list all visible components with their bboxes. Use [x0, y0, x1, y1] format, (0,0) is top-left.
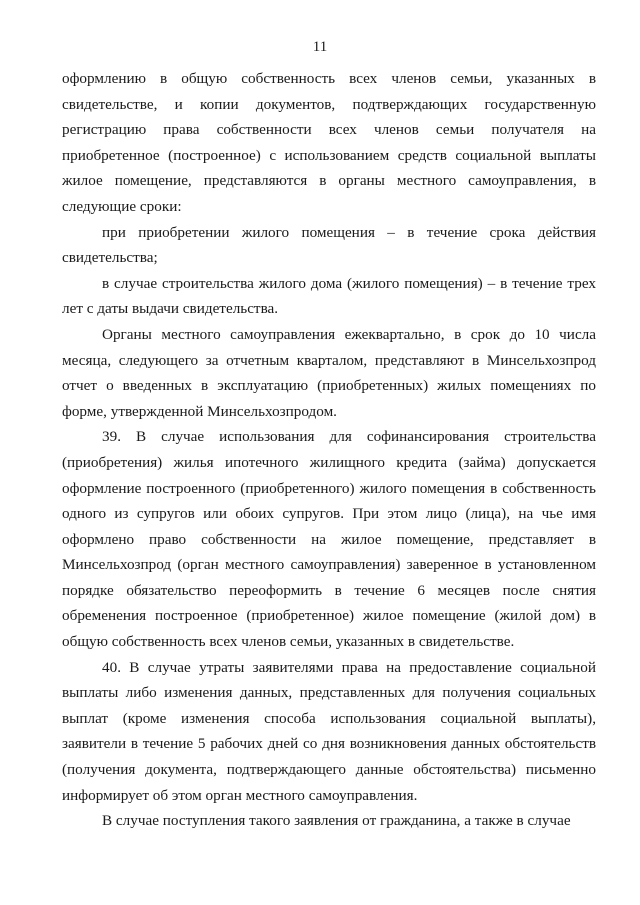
paragraph-purchase-term: при приобретении жилого помещения – в течение срока действия свидетельства;: [62, 223, 596, 267]
paragraph-clause-40: 40. В случае утраты заявителями права на предоставление социальной выплаты либо изменения данных, представленных для получения социальных выплат (кроме изменения способа использования социальной выплаты), заявители в течение 5 рабочих дней со дня возникновения данных обстоятельств (получения документа, подтверждающего данные обстоятельства) письменно информирует об этом орган местного самоуправления.: [62, 658, 596, 804]
paragraph-clause-39: 39. В случае использования для софинансирования строительства (приобретения) жилья ипотечного жилищного кредита (займа) допускается оформление построенного (приобретенного) жилого помещения в собственность одного из супругов или обоих супругов. При этом лицо (лица), на чье имя оформлено право собственности на жилое помещение, представляет в Минсельхозпрод (орган местного самоуправления) заверенное в установленном порядке обязательство переоформить в течение 6 месяцев после снятия обременения построенное (приобретенное) жилое помещение (жилой дом) в общую собственность всех членов семьи, указанных в свидетельстве.: [62, 428, 596, 651]
paragraph-quarterly-report: Органы местного самоуправления ежеквартально, в срок до 10 числа месяца, следующего за отчетным кварталом, представляют в Минсельхозпрод отчет о введенных в эксплуатацию (приобретенных) жилых помещениях по форме, утвержденной Минсельхозпродом.: [62, 325, 596, 420]
paragraph-continued: оформлению в общую собственность всех членов семьи, указанных в свидетельстве, и копии документов, подтверждающих государственную регистрацию права собственности всех членов семьи получателя на приобретенное (построенное) с использованием средств социальной выплаты жилое помещение, представляются в органы местного самоуправления, в следующие сроки:: [62, 70, 596, 215]
document-body: [62, 66, 596, 834]
paragraph-final: В случае поступления такого заявления от гражданина, а также в случае: [102, 812, 571, 830]
page-number: 11: [312, 39, 328, 55]
paragraph-construction-term: в случае строительства жилого дома (жилого помещения) – в течение трех лет с даты выдачи свидетельства.: [62, 274, 596, 318]
